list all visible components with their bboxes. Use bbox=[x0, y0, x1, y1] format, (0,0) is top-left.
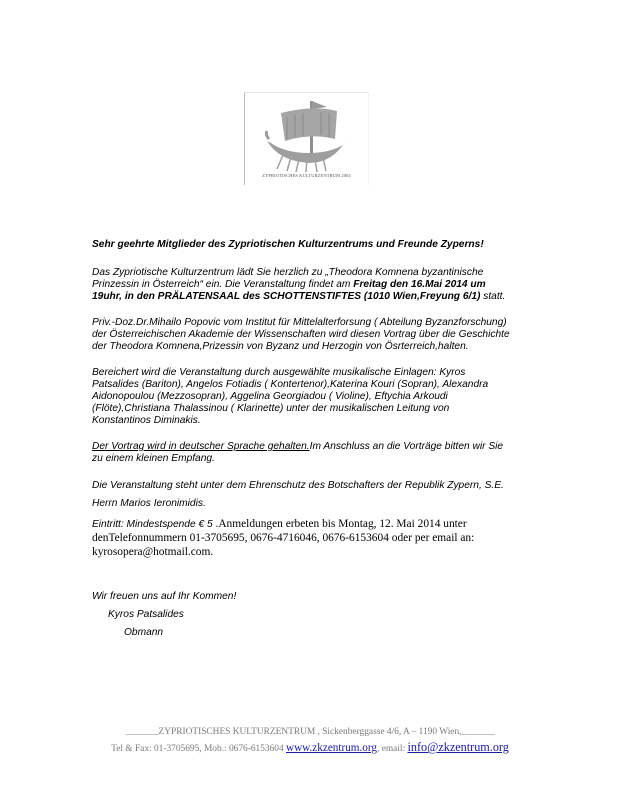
footer-contact bbox=[0, 740, 620, 755]
paragraph-5-line-2: Herrn Marios Ieronimidis. bbox=[92, 498, 206, 509]
logo-caption: ZYPRIOTISCHES KULTURZENTRUM 2004 bbox=[262, 173, 351, 178]
paragraph-2-line-1: Priv.-Doz.Dr.Mihailo Popovic vom Institut für Mittelalterforsung ( Abteilung Byzanzforschung) bbox=[92, 317, 507, 328]
paragraph-3-line-5: Konstantinos Diminakis. bbox=[92, 415, 201, 426]
paragraph-4-line-1 bbox=[92, 441, 503, 453]
contact-email: kyrosopera@hotmail.com. bbox=[92, 546, 214, 558]
logo bbox=[244, 92, 369, 185]
invitation-text: Prinzessin in Österreich“ ein. Die Veranstaltung findet am bbox=[92, 279, 354, 290]
paragraph-3-line-4: (Flöte),Christiana Thalassinou ( Klarinette) unter der musikalischen Leitung von bbox=[92, 403, 450, 414]
signer-title: Obmann bbox=[124, 627, 164, 638]
reception-note: Im Anschluss an die Vorträge bitten wir Sie bbox=[309, 441, 504, 452]
paragraph-6-line-1 bbox=[92, 518, 467, 531]
paragraph-2-line-2: der Österreichischen Akademie der Wissenschaften wird diesen Vortrag über die Geschichte bbox=[92, 329, 510, 340]
email-link[interactable]: info@zkzentrum.org bbox=[407, 740, 509, 754]
admission-fee: Eintritt: Mindestspende € 5 bbox=[92, 519, 213, 530]
event-statt: statt. bbox=[480, 291, 506, 302]
footer-phone: Tel & Fax: 01-3705695, Mob.: 0676-6153604 bbox=[111, 744, 286, 754]
greeting: Sehr geehrte Mitglieder des Zypriotischen Kulturzentrums und Freunde Zyperns! bbox=[92, 239, 484, 250]
event-date: Freitag den 16.Mai 2014 um bbox=[353, 279, 486, 290]
paragraph-3-line-1: Bereichert wird die Veranstaltung durch ausgewählte musikalische Einlagen: Kyros bbox=[92, 367, 466, 378]
ship-icon bbox=[263, 99, 351, 173]
website-link[interactable]: www.zkzentrum.org bbox=[285, 742, 378, 754]
paragraph-5-line-1: Die Veranstaltung steht unter dem Ehrenschutz des Botschafters der Republik Zypern, S.E. bbox=[92, 480, 504, 491]
paragraph-2-line-3: der Theodora Komnena,Prizessin von Byzanz und Herzogin von Ösrterreich,halten. bbox=[92, 341, 469, 352]
paragraph-3-line-3: Aidonopoulou (Mezzosopran), Aggelina Georgiadou ( Violine), Eftychia Arkoudi bbox=[92, 391, 448, 402]
paragraph-1-line-2 bbox=[92, 279, 486, 291]
registration-deadline: .Anmeldungen erbeten bis Montag, 12. Mai 2014 unter bbox=[212, 518, 467, 530]
language-note: Der Vortrag wird in deutscher Sprache gehalten. bbox=[92, 441, 310, 452]
footer-email-label: , email: bbox=[377, 744, 408, 754]
phone-numbers: denTelefonnummern 01-3705695, 0676-4716046, 0676-6153604 oder per email an: bbox=[92, 532, 475, 544]
footer-address: _______ZYPRIOTISCHES KULTURZENTRUM , Sickenberggasse 4/6, A – 1190 Wien,_______ bbox=[125, 727, 495, 737]
paragraph-4-line-2: zu einem kleinen Empfang. bbox=[92, 453, 215, 464]
closing: Wir freuen uns auf Ihr Kommen! bbox=[92, 591, 237, 602]
paragraph-1-line-3 bbox=[92, 291, 505, 303]
paragraph-3-line-2: Patsalides (Bariton), Angelos Fotiadis ( Kontertenor),Katerina Kouri (Sopran), Alexandra bbox=[92, 379, 489, 390]
event-time-location: 19uhr, in den PRÄLATENSAAL des SCHOTTENSTIFTES (1010 Wien,Freyung 6/1) bbox=[92, 291, 481, 302]
signer-name: Kyros Patsalides bbox=[108, 609, 184, 620]
paragraph-1-line-1: Das Zypriotische Kulturzentrum lädt Sie herzlich zu „Theodora Komnena byzantinische bbox=[92, 267, 484, 278]
